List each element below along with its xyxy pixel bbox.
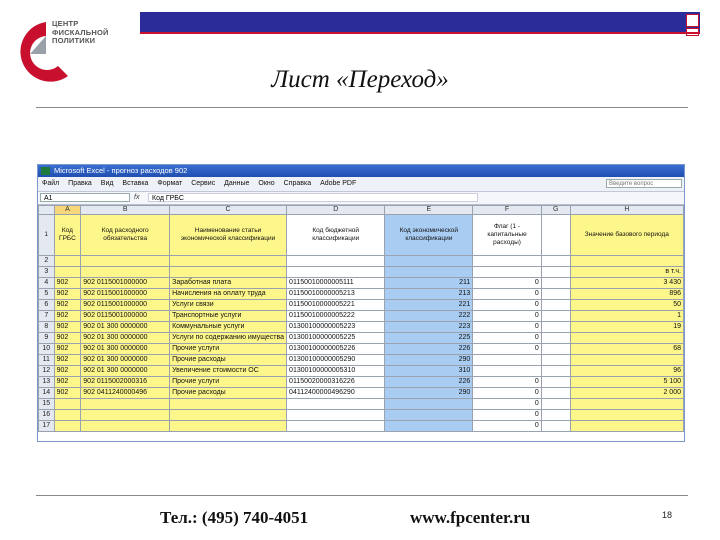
spreadsheet-grid [38,205,684,432]
help-search-input[interactable]: Введите вопрос [606,179,682,188]
table-cell[interactable] [570,333,683,344]
table-cell[interactable] [541,300,570,311]
row-header[interactable]: 5 [39,289,55,300]
table-cell[interactable]: Прочие расходы [170,388,287,399]
table-row [39,289,684,300]
table-cell[interactable]: 213 [385,289,473,300]
header-cell[interactable]: Код ГРБС [54,215,81,256]
table-cell[interactable] [541,256,570,267]
table-cell[interactable]: 3 430 [570,278,683,289]
menu-tools[interactable]: Сервис [191,180,216,187]
table-cell[interactable]: 290 [385,355,473,366]
header-cell[interactable]: Значение базового периода [570,215,683,256]
table-row [39,311,684,322]
header-cell[interactable]: Код расходного обязательства [81,215,170,256]
table-cell[interactable] [473,355,542,366]
table-cell[interactable]: 226 [385,344,473,355]
table-cell[interactable]: Увеличение стоимости ОС [170,366,287,377]
table-cell[interactable]: 0 [473,311,542,322]
table-cell[interactable]: 902 [54,311,81,322]
menu-window[interactable]: Окно [258,180,275,187]
table-cell[interactable]: 223 [385,322,473,333]
header-accent-line [140,32,700,34]
table-cell[interactable]: 902 0115001000000 [81,278,170,289]
table-cell[interactable] [385,399,473,410]
menu-file[interactable]: Файл [42,180,60,187]
table-cell[interactable]: Транспортные услуги [170,311,287,322]
table-cell[interactable]: 902 0115001000000 [81,289,170,300]
table-cell[interactable] [385,410,473,421]
table-cell[interactable]: 0 [473,388,542,399]
table-cell[interactable]: 01300100000005225 [287,333,385,344]
footer-divider [36,495,688,496]
table-cell[interactable]: 0 [473,421,542,432]
table-cell[interactable]: 902 01 300 0000000 [81,344,170,355]
table-cell[interactable] [570,256,683,267]
table-cell[interactable] [541,388,570,399]
table-cell[interactable]: 0 [473,399,542,410]
table-cell[interactable]: 902 0115001000000 [81,311,170,322]
column-header[interactable]: C [170,206,287,215]
column-header-row [39,206,684,215]
table-cell[interactable] [541,410,570,421]
table-cell[interactable]: 2 000 [570,388,683,399]
table-cell[interactable] [541,366,570,377]
table-cell[interactable] [54,421,81,432]
table-cell[interactable] [570,355,683,366]
menu-view[interactable]: Вид [100,180,114,187]
table-cell[interactable] [81,410,170,421]
table-row [39,333,684,344]
table-row [39,388,684,399]
table-row [39,410,684,421]
row-header[interactable]: 2 [39,256,55,267]
table-cell[interactable] [541,267,570,278]
table-cell[interactable]: в т.ч. [570,267,683,278]
table-cell[interactable] [473,366,542,377]
table-row [39,300,684,311]
table-cell[interactable]: 01150010000005213 [287,289,385,300]
table-cell[interactable]: 0 [473,410,542,421]
table-cell[interactable]: 902 [54,289,81,300]
table-cell[interactable] [170,410,287,421]
header-cell[interactable]: Флаг (1 - капитальные расходы) [473,215,542,256]
table-cell[interactable]: 96 [570,366,683,377]
table-cell[interactable] [541,322,570,333]
header-cell[interactable]: Наименование статьи экономической классификации [170,215,287,256]
table-cell[interactable]: 902 0115002000316 [81,377,170,388]
table-cell[interactable] [170,267,287,278]
table-row [39,267,684,278]
table-cell[interactable]: 0 [473,377,542,388]
table-cell[interactable]: 0 [473,333,542,344]
row-header[interactable]: 1 [39,215,55,256]
table-cell[interactable]: 50 [570,300,683,311]
table-cell[interactable] [170,421,287,432]
column-header[interactable]: G [541,206,570,215]
table-row [39,322,684,333]
table-cell[interactable] [541,289,570,300]
column-header[interactable]: E [385,206,473,215]
table-cell[interactable]: 902 [54,366,81,377]
table-row [39,399,684,410]
table-cell[interactable]: Коммунальные услуги [170,322,287,333]
table-cell[interactable] [81,256,170,267]
menu-format[interactable]: Формат [157,180,183,187]
table-cell[interactable] [54,399,81,410]
table-cell[interactable]: 902 [54,278,81,289]
header-cell[interactable]: Код бюджетной классификации [287,215,385,256]
table-cell[interactable] [170,399,287,410]
table-row [39,256,684,267]
table-row [39,344,684,355]
table-cell[interactable]: 211 [385,278,473,289]
header-cell[interactable]: Код экономической классификации [385,215,473,256]
header-bar [140,12,700,32]
table-cell[interactable]: Заработная плата [170,278,287,289]
table-cell[interactable] [541,311,570,322]
table-row [39,421,684,432]
table-cell[interactable]: 01150010000005221 [287,300,385,311]
menu-adobe-pdf[interactable]: Adobe PDF [320,180,357,187]
title-divider [36,107,688,108]
table-cell[interactable]: 0 [473,278,542,289]
table-cell[interactable] [473,256,542,267]
table-cell[interactable]: 01150010000005222 [287,311,385,322]
table-cell[interactable]: 68 [570,344,683,355]
row-header[interactable]: 11 [39,355,55,366]
table-cell[interactable]: 01150020000316226 [287,377,385,388]
table-cell[interactable]: 902 [54,322,81,333]
table-cell[interactable] [541,333,570,344]
row-header[interactable]: 4 [39,278,55,289]
table-cell[interactable] [287,421,385,432]
table-cell[interactable]: 902 [54,344,81,355]
fx-icon: fx [134,194,140,201]
table-cell[interactable]: 902 [54,300,81,311]
table-cell[interactable]: 310 [385,366,473,377]
table-row [39,377,684,388]
table-cell[interactable]: 902 01 300 0000000 [81,333,170,344]
table-cell[interactable] [287,410,385,421]
table-cell[interactable]: 01150010000005111 [287,278,385,289]
formula-bar [38,192,684,205]
column-header[interactable]: H [570,206,683,215]
name-box[interactable]: A1 [40,193,130,202]
row-header[interactable]: 10 [39,344,55,355]
table-row [39,355,684,366]
table-cell[interactable]: 221 [385,300,473,311]
table-cell[interactable]: Услуги связи [170,300,287,311]
table-cell[interactable]: 04112400000496290 [287,388,385,399]
table-cell[interactable] [541,344,570,355]
row-header[interactable]: 17 [39,421,55,432]
table-cell[interactable]: Прочие расходы [170,355,287,366]
column-header[interactable]: B [81,206,170,215]
menu-edit[interactable]: Правка [68,180,92,187]
row-header[interactable]: 15 [39,399,55,410]
table-cell[interactable] [385,256,473,267]
excel-app-icon [41,167,50,175]
table-cell[interactable] [570,399,683,410]
table-cell[interactable]: 0 [473,322,542,333]
table-cell[interactable]: 896 [570,289,683,300]
table-cell[interactable]: 0 [473,289,542,300]
table-cell[interactable]: 0 [473,300,542,311]
row-header[interactable]: 7 [39,311,55,322]
table-cell[interactable] [385,421,473,432]
header-square-decoration [686,14,699,27]
table-cell[interactable] [170,256,287,267]
table-cell[interactable] [570,410,683,421]
table-cell[interactable]: 902 0115001000000 [81,300,170,311]
table-cell[interactable] [541,377,570,388]
row-header[interactable]: 8 [39,322,55,333]
column-header[interactable]: F [473,206,542,215]
table-cell[interactable]: Прочие услуги [170,377,287,388]
table-cell[interactable] [541,399,570,410]
table-cell[interactable]: Услуги по содержанию имущества [170,333,287,344]
table-cell[interactable] [54,410,81,421]
table-cell[interactable]: 1 [570,311,683,322]
table-row [39,366,684,377]
table-cell[interactable] [385,267,473,278]
row-header[interactable]: 3 [39,267,55,278]
table-cell[interactable]: 5 100 [570,377,683,388]
table-cell[interactable] [541,278,570,289]
row-header[interactable]: 6 [39,300,55,311]
table-cell[interactable]: 902 [54,388,81,399]
logo-text: ЦЕНТР ФИСКАЛЬНОЙ ПОЛИТИКИ [52,19,109,46]
table-cell[interactable]: 902 [54,377,81,388]
table-cell[interactable] [473,267,542,278]
table-cell[interactable] [541,421,570,432]
table-cell[interactable]: 902 01 300 0000000 [81,355,170,366]
table-cell[interactable] [287,399,385,410]
table-cell[interactable] [81,399,170,410]
table-cell[interactable] [287,256,385,267]
excel-window-title: Microsoft Excel - прогноз расходов 902 [54,166,188,175]
page-number: 18 [662,510,673,520]
table-header-row [39,215,684,256]
table-cell[interactable] [541,355,570,366]
table-cell[interactable]: 290 [385,388,473,399]
table-cell[interactable]: 01300100000005290 [287,355,385,366]
row-header[interactable]: 16 [39,410,55,421]
table-cell[interactable]: 01300100000005310 [287,366,385,377]
table-cell[interactable] [287,267,385,278]
menu-data[interactable]: Данные [224,180,250,187]
table-cell[interactable]: 226 [385,377,473,388]
table-cell[interactable]: Начисления на оплату труда [170,289,287,300]
table-cell[interactable]: 902 [54,333,81,344]
table-cell[interactable]: 01300100000005226 [287,344,385,355]
row-header[interactable]: 14 [39,388,55,399]
menu-help[interactable]: Справка [283,180,312,187]
row-header[interactable]: 13 [39,377,55,388]
formula-input[interactable]: Код ГРБС [148,193,478,202]
menu-insert[interactable]: Вставка [122,180,149,187]
table-cell[interactable]: 19 [570,322,683,333]
table-cell[interactable] [54,256,81,267]
table-cell[interactable] [81,421,170,432]
table-cell[interactable] [54,267,81,278]
table-cell[interactable] [570,421,683,432]
column-header[interactable]: A [54,206,81,215]
select-all-corner[interactable] [39,206,55,215]
header-cell[interactable] [541,215,570,256]
excel-title-bar [38,165,684,177]
excel-menu-bar [38,177,684,192]
column-header[interactable]: D [287,206,385,215]
table-row [39,278,684,289]
row-header[interactable]: 9 [39,333,55,344]
table-cell[interactable]: 01300100000005223 [287,322,385,333]
table-cell[interactable]: 222 [385,311,473,322]
excel-window [37,164,685,442]
footer-phone: Тел.: (495) 740-4051 [160,508,309,527]
table-cell[interactable] [81,267,170,278]
row-header[interactable]: 12 [39,366,55,377]
table-cell[interactable]: 225 [385,333,473,344]
slide-title: Лист «Переход» [271,66,449,93]
table-cell[interactable]: 902 [54,355,81,366]
table-cell[interactable]: 902 01 300 0000000 [81,322,170,333]
table-cell[interactable]: Прочие услуги [170,344,287,355]
table-cell[interactable]: 902 01 300 0000000 [81,366,170,377]
table-cell[interactable]: 0 [473,344,542,355]
table-cell[interactable]: 902 0411240000496 [81,388,170,399]
footer-website[interactable]: www.fpcenter.ru [410,508,531,527]
